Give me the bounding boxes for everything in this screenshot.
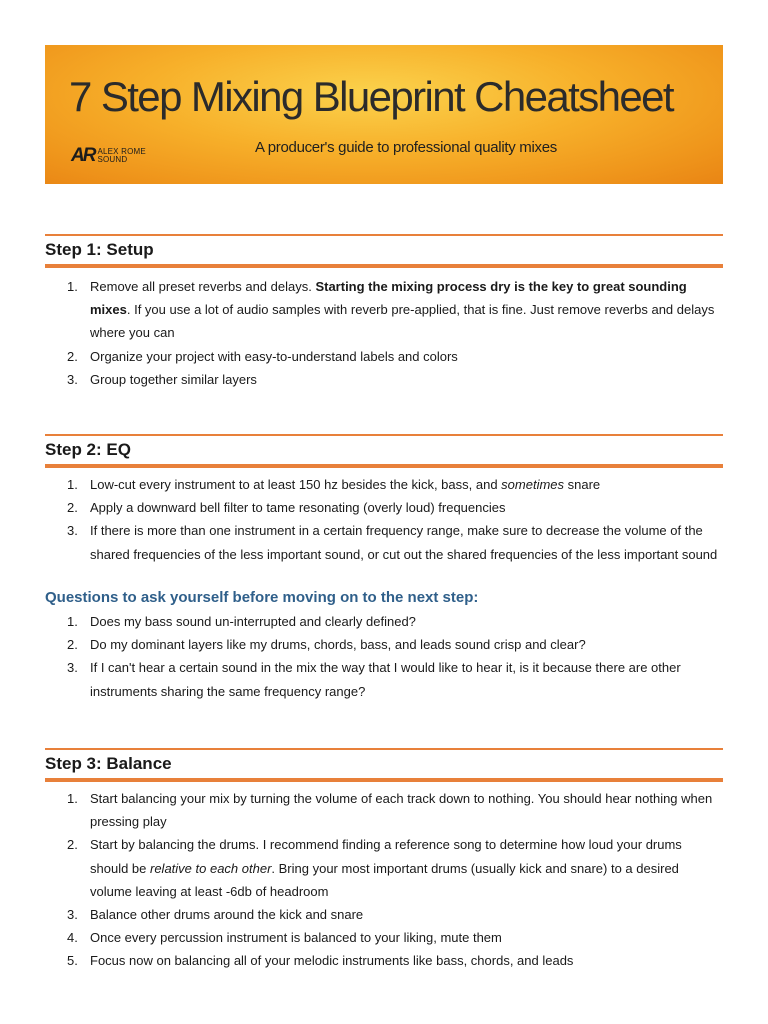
header-banner (45, 45, 723, 184)
questions-section (45, 610, 723, 703)
heading-rule-bottom (45, 464, 723, 468)
step-1-heading: Step 1: Setup (45, 240, 154, 259)
brand-logo (71, 145, 146, 167)
questions-list (45, 610, 723, 703)
list-item: 3. If I can't hear a certain sound in the mix the way that I would like to hear it, is it because there are other instruments sharing the same frequency range? (67, 660, 681, 699)
list-item: 1. Start balancing your mix by turning the volume of each track down to nothing. You should hear nothing when pressing play (67, 791, 713, 830)
step-1-list (45, 275, 723, 391)
step-3-section (45, 748, 723, 973)
list-item: 1. Remove all preset reverbs and delays. Starting the mixing process dry is the key to great sounding mixes. If you use a lot of audio samples with reverb pre-applied, that is fine. Just remove reverbs and delays where you can (67, 279, 715, 341)
list-item: 1. Does my bass sound un-interrupted and clearly defined? (67, 614, 416, 629)
list-item: 4. Once every percussion instrument is balanced to your liking, mute them (67, 930, 502, 946)
list-item: 5. Focus now on balancing all of your melodic instruments like bass, chords, and leads (67, 953, 574, 969)
step-3-list (45, 787, 723, 973)
list-item: 2. Do my dominant layers like my drums, chords, bass, and leads sound crisp and clear? (67, 637, 586, 653)
questions-heading: Questions to ask yourself before moving on to the next step: (45, 589, 479, 606)
list-item: 2. Organize your project with easy-to-understand labels and colors (67, 348, 458, 364)
heading-rule-bottom (45, 778, 723, 782)
banner-title: 7 Step Mixing Blueprint Cheatsheet (69, 73, 673, 120)
logo-mark: AR (71, 145, 95, 166)
list-item: 3. Balance other drums around the kick and snare (67, 907, 364, 923)
step-1-section (45, 234, 723, 391)
logo-line-1: ALEX ROME (97, 147, 146, 156)
list-item: 3. Group together similar layers (67, 371, 257, 387)
step-2-list (45, 473, 723, 566)
step-2-heading: Step 2: EQ (45, 440, 131, 459)
logo-text (97, 148, 145, 164)
list-item: 2. Start by balancing the drums. I recommend finding a reference song to determine how loud your drums should be relative to each other. Bring your most important drums (usually kick and snare) to a desired volume leaving at least -6db of headroom (67, 837, 682, 899)
list-item: 3. If there is more than one instrument in a certain frequency range, make sure to decrease the volume of the shared frequencies of the less important sound, or cut out the shared frequencies of the less important sound (67, 523, 718, 562)
heading-rule-bottom (45, 264, 723, 268)
step-3-heading: Step 3: Balance (45, 754, 172, 773)
list-item: 2. Apply a downward bell filter to tame resonating (overly loud) frequencies (67, 500, 506, 516)
step-2-section (45, 434, 723, 566)
banner-subtitle: A producer's guide to professional quality mixes (255, 139, 557, 156)
logo-line-2: SOUND (97, 155, 128, 164)
list-item: 1. Low-cut every instrument to at least 150 hz besides the kick, bass, and sometimes snare (67, 477, 601, 492)
